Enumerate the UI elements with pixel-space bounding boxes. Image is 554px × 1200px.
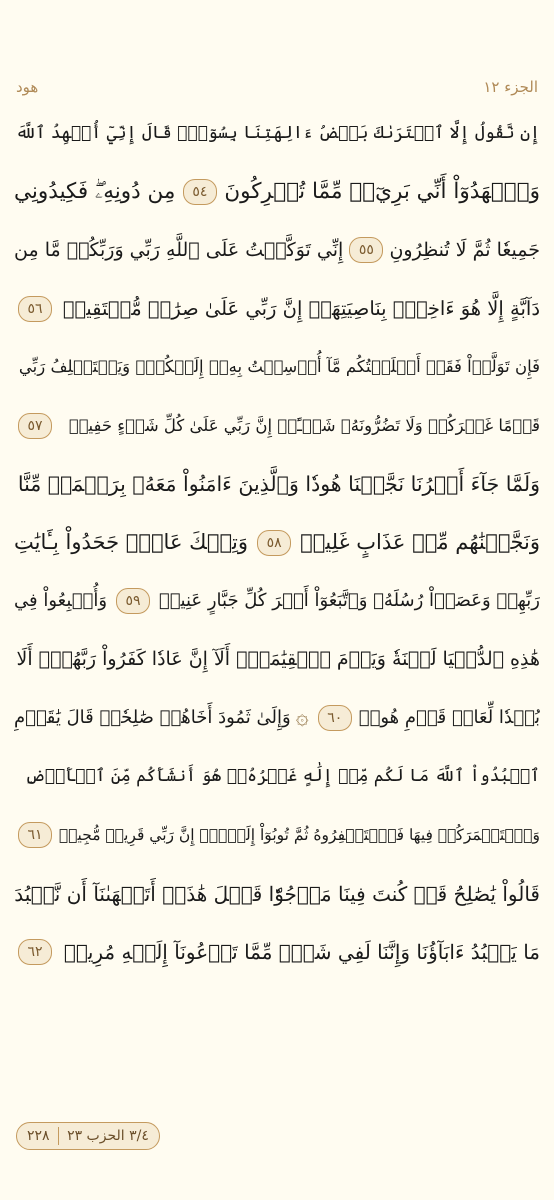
text-line xyxy=(14,397,540,456)
quran-text xyxy=(14,104,540,982)
aya-number-marker[interactable]: ٥٦ xyxy=(18,296,52,322)
verse-text: مِن دُونِهِۦۖ فَكِيدُونِي xyxy=(14,179,176,204)
verse-text: وَلَمَّا جَآءَ أَمۡرُنَا نَجَّيۡنَا هُودٗا وَٱلَّذِينَ ءَامَنُواْ مَعَهُۥ بِرَحۡمَةٖ مِّنَّا xyxy=(17,472,540,496)
aya-number-marker[interactable]: ٥٨ xyxy=(257,530,291,556)
verse-text: دَآبَّةٍ إِلَّا هُوَ ءَاخِذُۢ بِنَاصِيَتِهَآۚ إِنَّ رَبِّي عَلَىٰ صِرَٰطٖ مُّسۡتَقِيمٖ xyxy=(62,297,540,320)
page-header xyxy=(16,72,538,102)
text-line xyxy=(14,221,540,280)
text-line xyxy=(14,689,540,748)
text-line xyxy=(14,514,540,573)
hizb-label: ٣/٤ الحزب ٢٣ xyxy=(67,1128,149,1144)
text-line xyxy=(14,748,540,807)
page-number: ٢٢٨ xyxy=(27,1128,50,1144)
verse-text: قَالُواْ يَٰصَٰلِحُ قَدۡ كُنتَ فِينَا مَرۡجُوّٗا قَبۡلَ هَٰذَآۖ أَتَنۡهَىٰنَآ أَن نَّعۡبُدَ xyxy=(14,881,540,906)
text-line xyxy=(14,572,540,631)
text-line xyxy=(14,631,540,690)
text-line xyxy=(14,163,540,222)
text-line xyxy=(14,865,540,924)
verse-text: ٱعۡبُدُواْ ٱللَّهَ مَا لَكُم مِّنۡ إِلَٰهٍ غَيۡرُهُۥۖ هُوَ أَنشَأَكُم مِّنَ ٱلۡأَرۡضِ xyxy=(24,766,540,787)
verse-text: فَإِن تَوَلَّوۡاْ فَقَدۡ أَبۡلَغۡتُكُم مَّآ أُرۡسِلۡتُ بِهِۦٓ إِلَيۡكُمۡۚ وَيَسۡتَخۡلِفُ رَبِّي xyxy=(18,357,540,376)
verse-text: بُعۡدٗا لِّعَادٖ قَوۡمِ هُودٖ xyxy=(358,707,540,729)
verse-text: وَٱشۡهَدُوٓاْ أَنِّي بَرِيٓءٞ مِّمَّا تُشۡرِكُونَ xyxy=(224,179,540,204)
aya-number-marker[interactable]: ٦٢ xyxy=(18,939,52,965)
aya-number-marker[interactable]: ٥٩ xyxy=(116,588,150,614)
aya-number-marker[interactable]: ٦٠ xyxy=(318,705,352,731)
text-line xyxy=(14,280,540,339)
text-line xyxy=(14,923,540,982)
footer-divider xyxy=(58,1127,60,1145)
verse-text: رَبِّهِمۡ وَعَصَوۡاْ رُسُلَهُۥ وَٱتَّبَعُوٓاْ أَمۡرَ كُلِّ جَبَّارٍ عَنِيدٖ xyxy=(158,590,540,612)
verse-text: مَا يَعۡبُدُ ءَابَآؤُنَا وَإِنَّنَا لَفِي شَكّٖ مِّمَّا تَدۡعُونَآ إِلَيۡهِ مُرِيبٖ xyxy=(63,940,540,965)
aya-number-marker[interactable]: ٥٤ xyxy=(183,179,217,205)
aya-number-marker[interactable]: ٥٥ xyxy=(349,237,383,263)
verse-text: وَإِلَىٰ ثَمُودَ أَخَاهُمۡ صَٰلِحٗاۚ قَالَ يَٰقَوۡمِ xyxy=(14,707,291,729)
text-line xyxy=(14,806,540,865)
aya-number-marker[interactable]: ٦١ xyxy=(18,822,52,848)
surah-name: هود xyxy=(16,78,39,96)
verse-text: قَوۡمًا غَيۡرَكُمۡ وَلَا تَضُرُّونَهُۥ شَيۡـًٔاۚ إِنَّ رَبِّي عَلَىٰ كُلِّ شَيۡءٍ حَفِيظٞ xyxy=(68,415,540,435)
verse-text: هَٰذِهِ ٱلدُّنۡيَا لَعۡنَةٗ وَيَوۡمَ ٱلۡقِيَٰمَةِۗ أَلَآ إِنَّ عَادٗا كَفَرُواْ رَبَّهُمۡۗ أَلَا xyxy=(16,648,540,671)
text-line xyxy=(14,104,540,163)
verse-text: جَمِيعٗا ثُمَّ لَا تُنظِرُونِ xyxy=(389,238,540,261)
rub-el-hizb-icon: ۞ xyxy=(295,705,309,731)
verse-text: وَنَجَّيۡنَٰهُم مِّنۡ عَذَابٍ غَلِيظٖ xyxy=(300,530,540,555)
verse-text: وَٱسۡتَعۡمَرَكُمۡ فِيهَا فَٱسۡتَغۡفِرُوهُ ثُمَّ تُوبُوٓاْ إِلَيۡهِۚ إِنَّ رَبِّي قَرِيبٞ مُّجِيبٞ xyxy=(58,825,540,844)
verse-text: إِن نَّقُولُ إِلَّا ٱعۡتَرَىٰكَ بَعۡضُ ءَالِهَتِنَا بِسُوٓءٖۗ قَالَ إِنِّيٓ أُشۡهِدُ ٱللَّهَ xyxy=(15,122,540,143)
text-line xyxy=(14,338,540,397)
verse-text: إِنِّي تَوَكَّلۡتُ عَلَى ٱللَّهِ رَبِّي وَرَبِّكُمۚ مَّا مِن xyxy=(14,238,344,261)
verse-text: وَتِلۡكَ عَادٞۖ جَحَدُواْ بِـَٔايَٰتِ xyxy=(14,530,249,555)
aya-number-marker[interactable]: ٥٧ xyxy=(18,413,52,439)
page-footer xyxy=(16,1122,160,1150)
text-line xyxy=(14,455,540,514)
juz-label: الجزء ١٢ xyxy=(483,78,538,96)
verse-text: وَأُتۡبِعُواْ فِي xyxy=(14,590,108,612)
